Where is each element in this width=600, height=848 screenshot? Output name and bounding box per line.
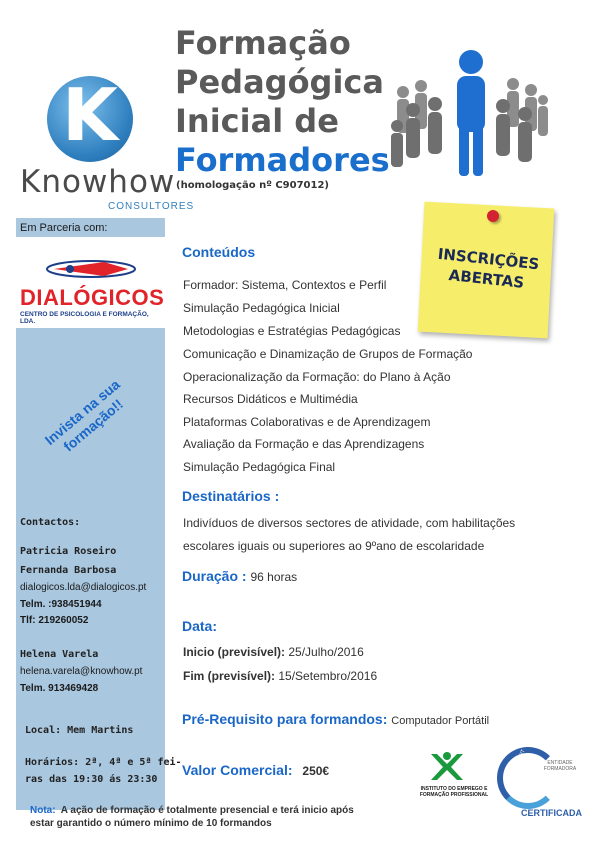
audience-line-1: Indivíduos de diversos sectores de atividade, com habilitações bbox=[183, 516, 516, 530]
brand-subtitle: CONSULTORES bbox=[108, 201, 195, 212]
sticky-note-line-2: ABERTAS bbox=[447, 266, 526, 292]
partner-label: Em Parceria com: bbox=[20, 222, 108, 234]
title-line-3: Inicial de bbox=[175, 102, 339, 140]
footer-note-line-1 bbox=[30, 804, 354, 817]
contact-person-1: Patricia Roseiro bbox=[20, 546, 117, 557]
brand-name: Knowhow bbox=[20, 164, 176, 200]
audience-heading: Destinatários : bbox=[182, 488, 280, 504]
footer-note-text-1: A ação de formação é totalmente presencial e terá inicio após bbox=[60, 805, 354, 816]
slogan: Invista na sua formação!! bbox=[41, 376, 126, 455]
footer-note bbox=[30, 804, 354, 830]
prerequisite bbox=[182, 711, 489, 727]
schedule-line-1: Horários: 2ª, 4ª e 5ª fei- bbox=[25, 757, 182, 768]
date-heading: Data: bbox=[182, 618, 218, 634]
pin-icon bbox=[487, 210, 499, 222]
audience-line-2: escolares iguais ou superiores ao 9ºano de escolaridade bbox=[183, 539, 485, 553]
date-start bbox=[183, 645, 364, 659]
contacts-heading: Contactos: bbox=[20, 517, 81, 528]
price-label: Valor Comercial: bbox=[182, 762, 293, 778]
title-line-2: Pedagógica bbox=[175, 63, 384, 101]
price bbox=[182, 762, 329, 778]
contact-person-3: Helena Varela bbox=[20, 649, 99, 660]
partner-subtitle: CENTRO DE PSICOLOGIA E FORMAÇÃO, LDA. bbox=[20, 311, 149, 325]
knowhow-logo-letter: K bbox=[62, 73, 118, 157]
contents-heading: Conteúdos bbox=[182, 244, 256, 260]
date-start-label: Inicio (previsível): bbox=[183, 645, 286, 659]
prerequisite-value: Computador Portátil bbox=[391, 715, 490, 727]
contents-item: Simulação Pedagógica Inicial bbox=[183, 301, 340, 315]
contact-phone-1: Telm. :938451944 bbox=[20, 599, 102, 610]
title-line-4: Formadores bbox=[175, 141, 390, 179]
partner-name: DIALÓGICOS bbox=[20, 285, 165, 310]
dgert-logo-small-text: DGERT bbox=[514, 748, 527, 768]
prerequisite-label: Pré-Requisito para formandos: bbox=[182, 711, 388, 727]
sticky-note-line-1: INSCRIÇÕES bbox=[436, 244, 541, 274]
duration-value: 96 horas bbox=[250, 570, 298, 584]
date-end-label: Fim (previsível): bbox=[183, 669, 276, 683]
contact-email-1[interactable]: dialogicos.lda@dialogicos.pt bbox=[20, 582, 147, 593]
schedule-line-2: ras das 19:30 ás 23:30 bbox=[25, 774, 158, 785]
iefp-logo-text: INSTITUTO DO EMPREGO E FORMAÇÃO PROFISSIONAL bbox=[419, 786, 489, 798]
contents-item: Operacionalização da Formação: do Plano à Ação bbox=[183, 370, 451, 384]
contents-item: Metodologias e Estratégias Pedagógicas bbox=[183, 324, 401, 338]
date-start-value: 25/Julho/2016 bbox=[288, 645, 364, 659]
contents-item: Comunicação e Dinamização de Grupos de Formação bbox=[183, 347, 473, 361]
dgert-cert-text: CERTIFICADA bbox=[521, 808, 582, 818]
page-title bbox=[175, 24, 384, 141]
contents-item: Avaliação da Formação e das Aprendizagens bbox=[183, 437, 425, 451]
contact-phone-3: Telm. 913469428 bbox=[20, 683, 99, 694]
date-end bbox=[183, 669, 377, 683]
partner-logo-icon bbox=[44, 258, 138, 280]
contents-item: Formador: Sistema, Contextos e Perfil bbox=[183, 278, 387, 292]
contents-item: Simulação Pedagógica Final bbox=[183, 460, 336, 474]
people-group-icon bbox=[383, 44, 553, 184]
contact-email-2[interactable]: helena.varela@knowhow.pt bbox=[20, 666, 143, 677]
duration bbox=[182, 568, 297, 584]
date-end-value: 15/Setembro/2016 bbox=[278, 669, 378, 683]
dgert-logo-icon bbox=[497, 747, 559, 809]
title-line-1: Formação bbox=[175, 24, 351, 62]
contents-item: Plataformas Colaborativas e de Aprendizagem bbox=[183, 415, 431, 429]
location: Local: Mem Martins bbox=[25, 725, 134, 736]
iefp-logo-icon bbox=[427, 750, 467, 784]
dgert-entity-text: ENTIDADE FORMADORA bbox=[543, 760, 577, 772]
price-value: 250€ bbox=[302, 764, 330, 778]
contact-person-2: Fernanda Barbosa bbox=[20, 565, 117, 576]
duration-label: Duração : bbox=[182, 568, 247, 584]
homologation: (homologação nº C907012) bbox=[176, 180, 329, 191]
contact-phone-2: Tlf: 219260052 bbox=[20, 615, 89, 626]
contents-item: Recursos Didáticos e Multimédia bbox=[183, 392, 358, 406]
footer-note-line-2: estar garantido o número mínimo de 10 formandos bbox=[30, 818, 272, 829]
footer-note-label: Nota: bbox=[30, 805, 56, 816]
